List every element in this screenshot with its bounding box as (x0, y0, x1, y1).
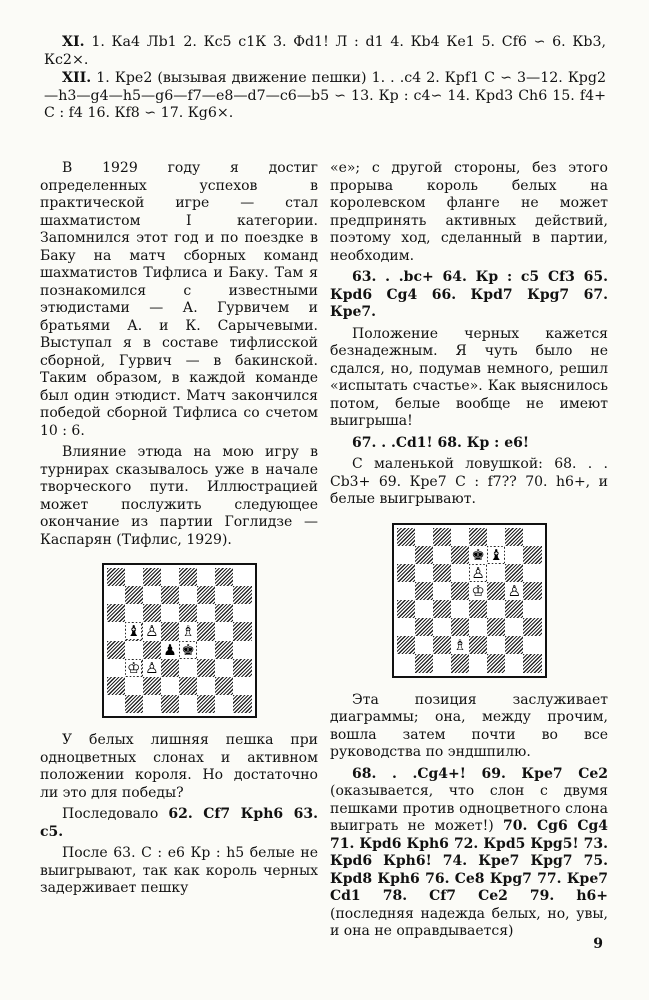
square-d6 (161, 604, 179, 622)
square-d2 (451, 636, 469, 654)
square-b2 (125, 677, 143, 695)
square-a3 (107, 659, 125, 677)
square-d7 (161, 586, 179, 604)
chess-piece-e5: ♗ (181, 622, 195, 641)
right-paragraph-1: «е»; с другой стороны, без этого прорыва король белых на королевском фланге не может предпринять активных действий, поэтому ход, сделанный в партии, необходим. (330, 160, 608, 264)
square-h8 (523, 528, 541, 546)
square-f2 (487, 636, 505, 654)
square-g1 (505, 654, 523, 672)
square-b3 (415, 618, 433, 636)
square-e3 (179, 659, 197, 677)
square-d3 (451, 618, 469, 636)
square-c8 (143, 568, 161, 586)
square-d8 (451, 528, 469, 546)
square-g8 (215, 568, 233, 586)
square-g5 (505, 582, 523, 600)
square-g6 (505, 564, 523, 582)
square-f5 (197, 622, 215, 640)
chess-piece-c5: ♙ (145, 622, 159, 641)
square-b8 (415, 528, 433, 546)
square-e6 (179, 604, 197, 622)
chess-piece-f7: ♝ (489, 545, 503, 564)
square-a3 (397, 618, 415, 636)
square-c5 (433, 582, 451, 600)
square-a2 (397, 636, 415, 654)
square-a7 (107, 586, 125, 604)
chess-diagram-1 (102, 563, 257, 718)
square-g2 (215, 677, 233, 695)
square-d1 (451, 654, 469, 672)
square-g3 (215, 659, 233, 677)
square-b2 (415, 636, 433, 654)
square-c5 (143, 622, 161, 640)
square-h5 (523, 582, 541, 600)
square-g4 (505, 600, 523, 618)
chess-piece-g5: ♙ (507, 581, 522, 600)
square-h1 (523, 654, 541, 672)
square-e3 (469, 618, 487, 636)
square-c6 (143, 604, 161, 622)
square-f8 (487, 528, 505, 546)
right-paragraph-2: 63. . .bc+ 64. Кр : с5 Сf3 65. Кpd6 Сg4 66. Кpd7 Кpg7 67. Кре7. (330, 269, 608, 320)
solution-xi-text: 1. Ка4 Лb1 2. Кс5 с1К 3. Фd1! Л : d1 4. Кb4 Кe1 5. Сf6 ∽ 6. Кb3, Кс2×. (44, 34, 607, 68)
square-g7 (505, 546, 523, 564)
square-f4 (487, 600, 505, 618)
square-e5 (179, 622, 197, 640)
square-f4 (197, 641, 215, 659)
square-g7 (215, 586, 233, 604)
square-d8 (161, 568, 179, 586)
right-paragraph-7-end: (последняя надежда белых, но, увы, и она не оправдывается) (330, 905, 608, 939)
chess-diagram-2 (392, 523, 547, 678)
square-g5 (215, 622, 233, 640)
square-h3 (523, 618, 541, 636)
solution-xi (44, 34, 606, 69)
square-e5 (469, 582, 487, 600)
square-d2 (161, 677, 179, 695)
square-a6 (397, 564, 415, 582)
left-column (40, 160, 318, 902)
square-f7 (487, 546, 505, 564)
chess-piece-b5: ♝ (126, 622, 141, 641)
square-a8 (397, 528, 415, 546)
chess-piece-e7: ♚ (471, 545, 485, 564)
square-b6 (125, 604, 143, 622)
chess-piece-b3: ♔ (126, 658, 141, 677)
square-h6 (523, 564, 541, 582)
square-h6 (233, 604, 251, 622)
square-c3 (433, 618, 451, 636)
right-paragraph-5: С маленькой ловушкой: 68. . . Сb3+ 69. Кре7 С : f7?? 70. h6+, и белые выигрывают. (330, 456, 608, 507)
square-e6 (469, 564, 487, 582)
square-a2 (107, 677, 125, 695)
left-paragraph-4 (40, 806, 318, 841)
square-d5 (161, 622, 179, 640)
chess-board-2 (397, 528, 542, 673)
square-c2 (433, 636, 451, 654)
square-g6 (215, 604, 233, 622)
square-h8 (233, 568, 251, 586)
right-paragraph-7-moves-1: 68. . .Сg4+! 69. Кре7 Се2 (352, 765, 608, 782)
square-d5 (451, 582, 469, 600)
square-d1 (161, 695, 179, 713)
chess-piece-e4: ♚ (181, 640, 195, 659)
square-e1 (469, 654, 487, 672)
square-a1 (397, 654, 415, 672)
square-a8 (107, 568, 125, 586)
chess-piece-e6: ♙ (471, 563, 485, 582)
square-h4 (523, 600, 541, 618)
square-d7 (451, 546, 469, 564)
square-h5 (233, 622, 251, 640)
solution-xii-text: 1. Кре2 (вызывая движение пешки) 1. . .с4 2. Кpf1 С ∽ 3—12. Кpg2—h3—g4—h5—g6—f7—e8—d7—c6—b5 ∽ 13. Кр : с4∽ 14. Кpd3 Сh6 15. f4+ С : f4 16. Кf8 ∽ 17. Кg6×. (44, 70, 606, 121)
square-c1 (143, 695, 161, 713)
square-a7 (397, 546, 415, 564)
right-paragraph-3: Положение черных кажется безнадежным. Я чуть было не сдался, но, подумав немного, решил «испытать счастье». Как выяснилось потом, белые вообще не имеют выигрыша! (330, 325, 608, 429)
square-e7 (179, 586, 197, 604)
square-c8 (433, 528, 451, 546)
square-e1 (179, 695, 197, 713)
chess-piece-c3: ♙ (145, 658, 159, 677)
square-f5 (487, 582, 505, 600)
right-paragraph-7-moves-2: 70. Сg6 Сg4 71. Кpd6 Кph6 72. Кpd5 Кpg5! 73. Кpd6 Кph6! 74. Кре7 Кpg7 75. Кpd8 Кph6 76. Се8 Кpg7 77. Кре7 Сd1 78. Сf7 Се2 79. h6+ (330, 818, 609, 904)
square-g4 (215, 641, 233, 659)
square-c4 (433, 600, 451, 618)
square-f8 (197, 568, 215, 586)
square-e4 (469, 600, 487, 618)
square-e7 (469, 546, 487, 564)
square-e4 (179, 641, 197, 659)
square-f3 (487, 618, 505, 636)
right-column (330, 160, 608, 945)
left-paragraph-5: После 63. С : е6 Кр : h5 белые не выигрывают, так как король черных задерживает пешку (40, 845, 318, 896)
square-h3 (233, 659, 251, 677)
right-paragraph-7-text: (оказывается, что слон с двумя пешками против одноцветного слона выиграть не может!) (330, 783, 608, 834)
square-c7 (433, 546, 451, 564)
square-f6 (487, 564, 505, 582)
square-d4 (451, 600, 469, 618)
square-b4 (125, 641, 143, 659)
square-b1 (415, 654, 433, 672)
square-b8 (125, 568, 143, 586)
square-h1 (233, 695, 251, 713)
square-f2 (197, 677, 215, 695)
square-h2 (523, 636, 541, 654)
square-f1 (487, 654, 505, 672)
square-h7 (233, 586, 251, 604)
square-c1 (433, 654, 451, 672)
square-a4 (397, 600, 415, 618)
left-paragraph-3: У белых лишняя пешка при одноцветных слонах и активном положении короля. Но достаточно ли это для победы? (40, 732, 318, 801)
solution-xi-number: XI. (62, 34, 85, 50)
square-d4 (161, 641, 179, 659)
chess-piece-d4: ♟ (163, 640, 177, 659)
square-b5 (415, 582, 433, 600)
square-a6 (107, 604, 125, 622)
square-h4 (233, 641, 251, 659)
square-f1 (197, 695, 215, 713)
square-h7 (523, 546, 541, 564)
square-c6 (433, 564, 451, 582)
square-g3 (505, 618, 523, 636)
square-b1 (125, 695, 143, 713)
square-b7 (125, 586, 143, 604)
left-paragraph-4-prefix: Последовало (62, 806, 159, 822)
right-paragraph-4: 67. . .Сd1! 68. Кр : е6! (352, 434, 530, 451)
square-c2 (143, 677, 161, 695)
right-paragraph-7 (330, 766, 608, 941)
square-e2 (179, 677, 197, 695)
square-d3 (161, 659, 179, 677)
left-paragraph-2: Влияние этюда на мою игру в турнирах сказывалось уже в начале творческого пути. Иллюстрацией может послужить следующее окончание из партии Гоглидзе — Каспарян (Тифлис, 1929). (40, 444, 318, 548)
square-b4 (415, 600, 433, 618)
square-g2 (505, 636, 523, 654)
right-paragraph-6: Эта позиция заслуживает диаграммы; она, между прочим, вошла затем почти во все руководства по эндшпилю. (330, 691, 608, 760)
square-g1 (215, 695, 233, 713)
square-g8 (505, 528, 523, 546)
left-paragraph-4-moves: 62. Сf7 Кph6 63. с5. (40, 806, 319, 840)
square-a1 (107, 695, 125, 713)
solution-xii (44, 70, 606, 123)
square-e2 (469, 636, 487, 654)
square-b6 (415, 564, 433, 582)
square-c7 (143, 586, 161, 604)
square-a5 (397, 582, 415, 600)
chess-board-1 (107, 568, 252, 713)
square-b7 (415, 546, 433, 564)
square-f7 (197, 586, 215, 604)
left-paragraph-1: В 1929 году я достиг определенных успехов в практической игре — стал шахматистом I категории. Запомнился этот год и по поездке в Баку на матч сборных команд шахматистов Тифлиса и Баку. Там я познакомился с известными этюдистами — А. Гурвичем и братьями А. и К. Сарычевыми. Выступал я в составе тифлисской сборной, Гурвич — в бакинской. Таким образом, в каждой команде был один этюдист. Матч закончился победой сборной Тифлиса со счетом 10 : 6. (40, 160, 318, 439)
square-e8 (179, 568, 197, 586)
solution-xii-number: XII. (62, 70, 92, 86)
chess-piece-e5: ♔ (471, 581, 485, 600)
chess-piece-d2: ♗ (453, 636, 467, 655)
square-h2 (233, 677, 251, 695)
square-a5 (107, 622, 125, 640)
square-f3 (197, 659, 215, 677)
square-c4 (143, 641, 161, 659)
square-f6 (197, 604, 215, 622)
square-b5 (125, 622, 143, 640)
square-b3 (125, 659, 143, 677)
square-c3 (143, 659, 161, 677)
square-d6 (451, 564, 469, 582)
page-number: 9 (593, 936, 603, 952)
square-e8 (469, 528, 487, 546)
square-a4 (107, 641, 125, 659)
